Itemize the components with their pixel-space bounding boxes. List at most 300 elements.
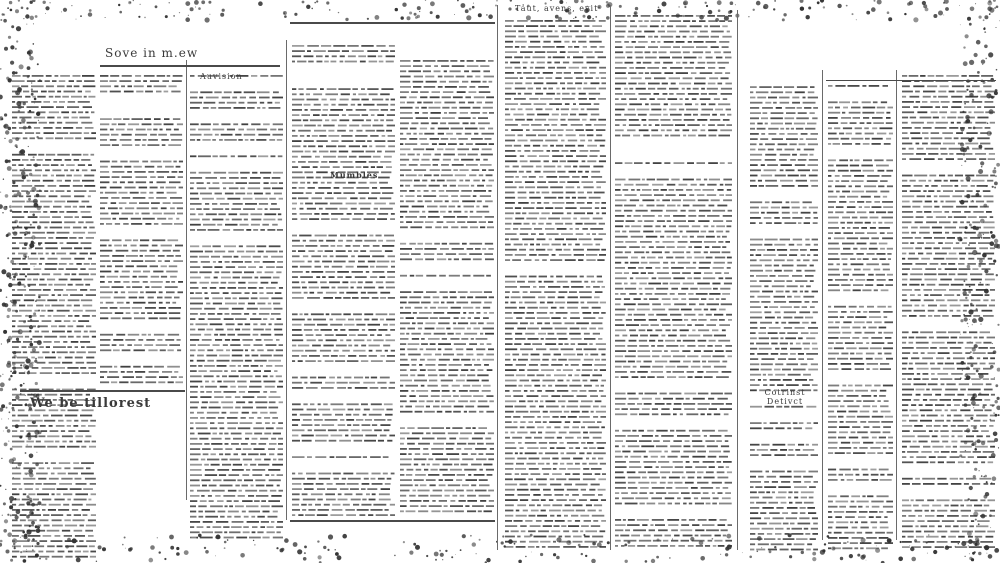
text-line-fragment [429, 185, 440, 187]
text-line-fragment [324, 61, 329, 63]
text-line-fragment [251, 297, 258, 299]
text-line-fragment [527, 374, 535, 376]
text-line-fragment [122, 213, 134, 215]
text-line-fragment [238, 386, 247, 388]
text-line-fragment [726, 194, 732, 196]
text-line-fragment [615, 20, 627, 22]
text-line-fragment [231, 433, 242, 435]
text-line-fragment [515, 452, 518, 454]
text-line-fragment [641, 272, 646, 274]
text-line-fragment [634, 251, 644, 253]
text-line-fragment [557, 171, 565, 173]
text-line-fragment [428, 338, 440, 340]
text-line-fragment [319, 135, 326, 137]
text-line-fragment [520, 380, 529, 382]
text-line-fragment [716, 57, 723, 59]
text-line-fragment [273, 134, 284, 136]
text-line-fragment [592, 374, 602, 376]
text-line-fragment [171, 376, 177, 378]
text-line-fragment [469, 343, 477, 345]
text-line-fragment [458, 185, 469, 187]
text-line-fragment [620, 293, 626, 295]
text-line-fragment [525, 452, 537, 454]
text-line-fragment [366, 119, 371, 121]
text-line-fragment [524, 223, 530, 225]
text-line-fragment [595, 30, 606, 32]
text-line-fragment [345, 509, 355, 511]
text-line-fragment [150, 250, 160, 252]
text-line-fragment [136, 181, 147, 183]
text-line-fragment [424, 307, 427, 309]
text-line-fragment [208, 318, 221, 320]
text-line-fragment [647, 67, 659, 69]
text-line-fragment [357, 287, 362, 289]
text-line-fragment [169, 265, 177, 267]
text-line-fragment [439, 275, 446, 277]
text-line-fragment [292, 109, 302, 111]
text-line-fragment [52, 331, 65, 333]
text-line-fragment [223, 526, 229, 528]
text-line-fragment [255, 375, 261, 377]
text-line-fragment [568, 119, 580, 121]
text-line-fragment [410, 400, 417, 402]
text-line-fragment [464, 70, 469, 72]
text-line-fragment [232, 97, 237, 99]
text-line-fragment [530, 432, 536, 434]
text-line-fragment [440, 291, 448, 293]
text-line-fragment [717, 189, 723, 191]
text-line-fragment [72, 509, 78, 511]
text-line-fragment [406, 174, 417, 176]
text-line-fragment [190, 453, 201, 455]
text-line-fragment [89, 446, 96, 448]
text-line-fragment [655, 225, 660, 227]
text-line-fragment [652, 355, 659, 357]
text-line-fragment [648, 272, 654, 274]
text-line-fragment [600, 416, 606, 418]
text-line-fragment [630, 262, 639, 264]
text-line-fragment [340, 488, 349, 490]
text-line-fragment [245, 490, 257, 492]
text-line-fragment [579, 291, 592, 293]
text-line-fragment [237, 479, 242, 481]
text-line-fragment [486, 185, 492, 187]
text-line-fragment [153, 129, 157, 131]
text-line-fragment [49, 362, 61, 364]
text-line-fragment [487, 474, 493, 476]
text-line-fragment [257, 107, 260, 109]
text-line-fragment [306, 473, 316, 475]
text-line-fragment [224, 91, 232, 93]
text-line-fragment [697, 119, 707, 121]
text-line-fragment [176, 166, 181, 168]
text-line-fragment [329, 114, 339, 116]
text-line-fragment [578, 343, 588, 345]
text-line-fragment [429, 107, 441, 109]
text-line-fragment [466, 427, 471, 429]
text-line-fragment [471, 138, 483, 140]
text-line-fragment [369, 499, 376, 501]
text-line-fragment [657, 220, 665, 222]
text-line-fragment [414, 185, 427, 187]
text-line-fragment [539, 307, 548, 309]
text-line-fragment [582, 228, 588, 230]
text-line-fragment [309, 218, 319, 220]
text-line-fragment [479, 128, 484, 130]
text-line-fragment [361, 297, 369, 299]
text-line-fragment [242, 485, 248, 487]
text-line-fragment [257, 129, 268, 131]
text-line-fragment [476, 307, 481, 309]
text-line-fragment [332, 287, 336, 289]
text-line-fragment [361, 292, 366, 294]
text-line-fragment [24, 211, 29, 213]
text-line-fragment [589, 328, 596, 330]
text-line-fragment [582, 312, 591, 314]
text-line-fragment [210, 427, 217, 429]
text-line-fragment [472, 427, 475, 429]
text-line-fragment [548, 67, 555, 69]
text-line-fragment [422, 211, 425, 213]
text-line-fragment [505, 88, 512, 90]
text-line-fragment [24, 206, 35, 208]
text-line-fragment [339, 440, 351, 442]
text-line-fragment [441, 302, 444, 304]
text-line-fragment [67, 190, 71, 192]
text-line-fragment [59, 211, 64, 213]
text-line-fragment [505, 259, 510, 261]
text-line-fragment [421, 302, 431, 304]
text-line-fragment [300, 213, 312, 215]
text-line-fragment [578, 259, 583, 261]
text-line-fragment [520, 155, 524, 157]
text-line-fragment [505, 447, 516, 449]
text-line-fragment [588, 426, 600, 428]
text-line-fragment [391, 266, 395, 268]
text-line-fragment [220, 155, 228, 157]
text-line-fragment [648, 36, 653, 38]
text-line-fragment [520, 322, 528, 324]
text-line-fragment [340, 99, 349, 101]
text-line-fragment [556, 145, 563, 147]
text-line-fragment [599, 510, 602, 512]
text-line-fragment [601, 249, 606, 251]
text-line-fragment [727, 267, 731, 269]
text-line-fragment [598, 348, 605, 350]
text-line-fragment [555, 328, 568, 330]
text-line-fragment [252, 438, 258, 440]
text-line-fragment [365, 435, 377, 437]
text-line-fragment [134, 166, 142, 168]
text-line-fragment [198, 505, 206, 507]
text-line-fragment [685, 98, 689, 100]
text-line-fragment [596, 244, 601, 246]
text-line-fragment [577, 202, 585, 204]
text-line-fragment [566, 197, 570, 199]
text-line-fragment [649, 124, 652, 126]
text-line-fragment [362, 125, 371, 127]
text-line-fragment [204, 102, 216, 104]
text-line-fragment [12, 530, 24, 532]
text-line-fragment [600, 369, 606, 371]
text-line-fragment [42, 351, 49, 353]
text-line-fragment [190, 102, 202, 104]
text-line-fragment [505, 56, 512, 58]
text-line-fragment [355, 135, 367, 137]
text-line-fragment [567, 82, 573, 84]
text-line-fragment [581, 374, 590, 376]
text-line-fragment [459, 438, 468, 440]
text-line-fragment [486, 275, 491, 277]
text-line-fragment [664, 350, 668, 352]
text-line-fragment [666, 15, 670, 17]
text-line-fragment [456, 333, 461, 335]
text-line-fragment [431, 427, 444, 429]
text-line-fragment [559, 291, 568, 293]
text-line-fragment [292, 329, 302, 331]
text-line-fragment [248, 495, 254, 497]
text-line-fragment [213, 479, 222, 481]
text-line-fragment [351, 255, 355, 257]
text-line-fragment [159, 302, 163, 304]
text-line-fragment [177, 207, 183, 209]
text-line-fragment [453, 328, 464, 330]
text-line-fragment [433, 443, 444, 445]
text-line-fragment [583, 244, 593, 246]
text-line-fragment [230, 459, 241, 461]
text-line-fragment [715, 257, 725, 259]
text-line-fragment [37, 362, 46, 364]
text-line-fragment [541, 395, 548, 397]
text-line-fragment [570, 114, 576, 116]
text-line-fragment [34, 268, 42, 270]
text-line-fragment [693, 262, 696, 264]
text-line-fragment [303, 145, 306, 147]
text-line-fragment [425, 258, 434, 260]
text-line-fragment [356, 493, 363, 495]
text-line-fragment [522, 212, 526, 214]
text-line-fragment [84, 132, 89, 134]
text-line-fragment [12, 535, 19, 537]
text-line-fragment [456, 479, 462, 481]
text-line-fragment [696, 46, 707, 48]
text-line-fragment [693, 361, 700, 363]
text-line-fragment [107, 265, 112, 267]
text-line-fragment [505, 452, 513, 454]
text-line-fragment [149, 371, 159, 373]
text-line-fragment [114, 281, 120, 283]
text-line-fragment [370, 182, 377, 184]
text-line-fragment [686, 267, 696, 269]
text-line-fragment [325, 271, 335, 273]
text-line-fragment [708, 361, 720, 363]
text-line-fragment [324, 104, 329, 106]
text-line-fragment [269, 479, 281, 481]
text-line-fragment [311, 255, 321, 257]
text-line-fragment [67, 420, 72, 422]
text-line-fragment [564, 72, 571, 74]
text-line-fragment [715, 345, 722, 347]
text-line-fragment [40, 425, 46, 427]
text-line-fragment [344, 493, 352, 495]
text-line-fragment [456, 490, 464, 492]
text-line-fragment [649, 98, 654, 100]
text-line-fragment [631, 283, 637, 285]
text-line-fragment [100, 317, 108, 319]
text-line-fragment [388, 255, 395, 257]
text-line-fragment [238, 282, 245, 284]
text-line-fragment [412, 432, 424, 434]
text-line-fragment [388, 297, 395, 299]
text-line-fragment [400, 312, 411, 314]
text-line-fragment [673, 46, 680, 48]
text-line-fragment [43, 483, 56, 485]
text-line-fragment [225, 339, 230, 341]
text-line-fragment [292, 334, 303, 336]
text-line-fragment [253, 313, 257, 315]
text-line-fragment [219, 355, 230, 357]
text-line-fragment [145, 260, 156, 262]
text-line-fragment [297, 61, 306, 63]
text-line-fragment [649, 246, 654, 248]
text-line-fragment [684, 57, 697, 59]
text-line-fragment [533, 56, 546, 58]
text-line-fragment [615, 277, 627, 279]
text-line-fragment [615, 231, 620, 233]
text-line-fragment [252, 412, 257, 414]
text-line-fragment [142, 161, 148, 163]
text-line-fragment [334, 192, 342, 194]
text-line-fragment [541, 212, 549, 214]
text-line-fragment [652, 309, 665, 311]
text-line-fragment [477, 354, 484, 356]
text-line-fragment [548, 296, 555, 298]
text-line-fragment [626, 220, 635, 222]
text-line-fragment [369, 93, 378, 95]
text-line-fragment [562, 395, 574, 397]
text-line-fragment [524, 150, 530, 152]
text-line-fragment [347, 403, 359, 405]
text-line-fragment [248, 282, 257, 284]
text-line-fragment [466, 348, 473, 350]
text-line-fragment [198, 511, 203, 513]
text-line-fragment [505, 421, 512, 423]
text-line-fragment [655, 293, 668, 295]
text-line-fragment [483, 70, 490, 72]
text-line-fragment [348, 387, 352, 389]
text-line-fragment [19, 310, 32, 312]
text-line-fragment [400, 76, 411, 78]
text-line-fragment [628, 350, 636, 352]
text-line-fragment [622, 335, 627, 337]
text-line-fragment [57, 310, 70, 312]
text-line-fragment [704, 272, 713, 274]
text-line-fragment [209, 500, 214, 502]
text-line-fragment [657, 345, 664, 347]
text-line-fragment [531, 380, 539, 382]
text-line-fragment [639, 329, 646, 331]
text-line-fragment [316, 177, 321, 179]
text-line-fragment [378, 287, 383, 289]
text-line-fragment [161, 265, 167, 267]
text-line-fragment [590, 72, 596, 74]
text-line-fragment [530, 411, 540, 413]
text-line-fragment [56, 106, 64, 108]
text-line-fragment [389, 387, 396, 389]
text-line-fragment [298, 250, 305, 252]
text-line-fragment [544, 202, 550, 204]
text-line-fragment [518, 192, 527, 194]
text-line-fragment [577, 354, 583, 356]
text-line-fragment [190, 313, 198, 315]
text-line-fragment [389, 313, 395, 315]
text-line-fragment [327, 88, 337, 90]
text-line-fragment [702, 109, 714, 111]
text-line-fragment [460, 296, 466, 298]
text-line-fragment [18, 399, 28, 401]
text-line-fragment [190, 139, 195, 141]
text-line-fragment [590, 395, 598, 397]
text-line-fragment [413, 60, 420, 62]
text-line-fragment [211, 107, 217, 109]
text-line-fragment [657, 88, 666, 90]
text-line-fragment [47, 467, 50, 469]
text-line-fragment [421, 107, 427, 109]
text-line-fragment [323, 355, 330, 357]
text-line-fragment [272, 187, 283, 189]
text-line-fragment [355, 319, 361, 321]
text-line-fragment [142, 144, 146, 146]
text-line-fragment [122, 75, 132, 77]
text-line-fragment [430, 495, 442, 497]
text-line-fragment [379, 499, 391, 501]
text-line-fragment [665, 340, 675, 342]
text-line-fragment [292, 250, 296, 252]
text-line-fragment [449, 206, 456, 208]
text-line-fragment [521, 124, 529, 126]
text-line-fragment [457, 148, 469, 150]
text-line-fragment [292, 151, 303, 153]
text-line-fragment [431, 448, 444, 450]
text-line-fragment [356, 324, 365, 326]
text-line-fragment [198, 370, 206, 372]
text-line-fragment [629, 98, 637, 100]
text-line-fragment [327, 488, 337, 490]
text-line-fragment [202, 485, 207, 487]
text-line-fragment [505, 494, 514, 496]
text-line-fragment [12, 415, 16, 417]
text-line-fragment [238, 427, 251, 429]
text-line-fragment [625, 251, 631, 253]
text-line-fragment [61, 111, 69, 113]
text-line-fragment [478, 510, 482, 512]
text-line-fragment [687, 324, 692, 326]
text-line-fragment [476, 159, 480, 161]
text-line-fragment [34, 237, 46, 239]
text-line-fragment [342, 114, 346, 116]
text-line-fragment [540, 447, 547, 449]
text-line-fragment [537, 202, 541, 204]
text-line-fragment [380, 435, 387, 437]
text-line-fragment [423, 500, 429, 502]
text-line-fragment [671, 350, 679, 352]
text-line-fragment [514, 56, 523, 58]
text-line-fragment [505, 369, 517, 371]
text-line-fragment [628, 267, 636, 269]
text-line-fragment [267, 349, 273, 351]
text-line-fragment [449, 275, 460, 277]
text-line-fragment [83, 106, 92, 108]
